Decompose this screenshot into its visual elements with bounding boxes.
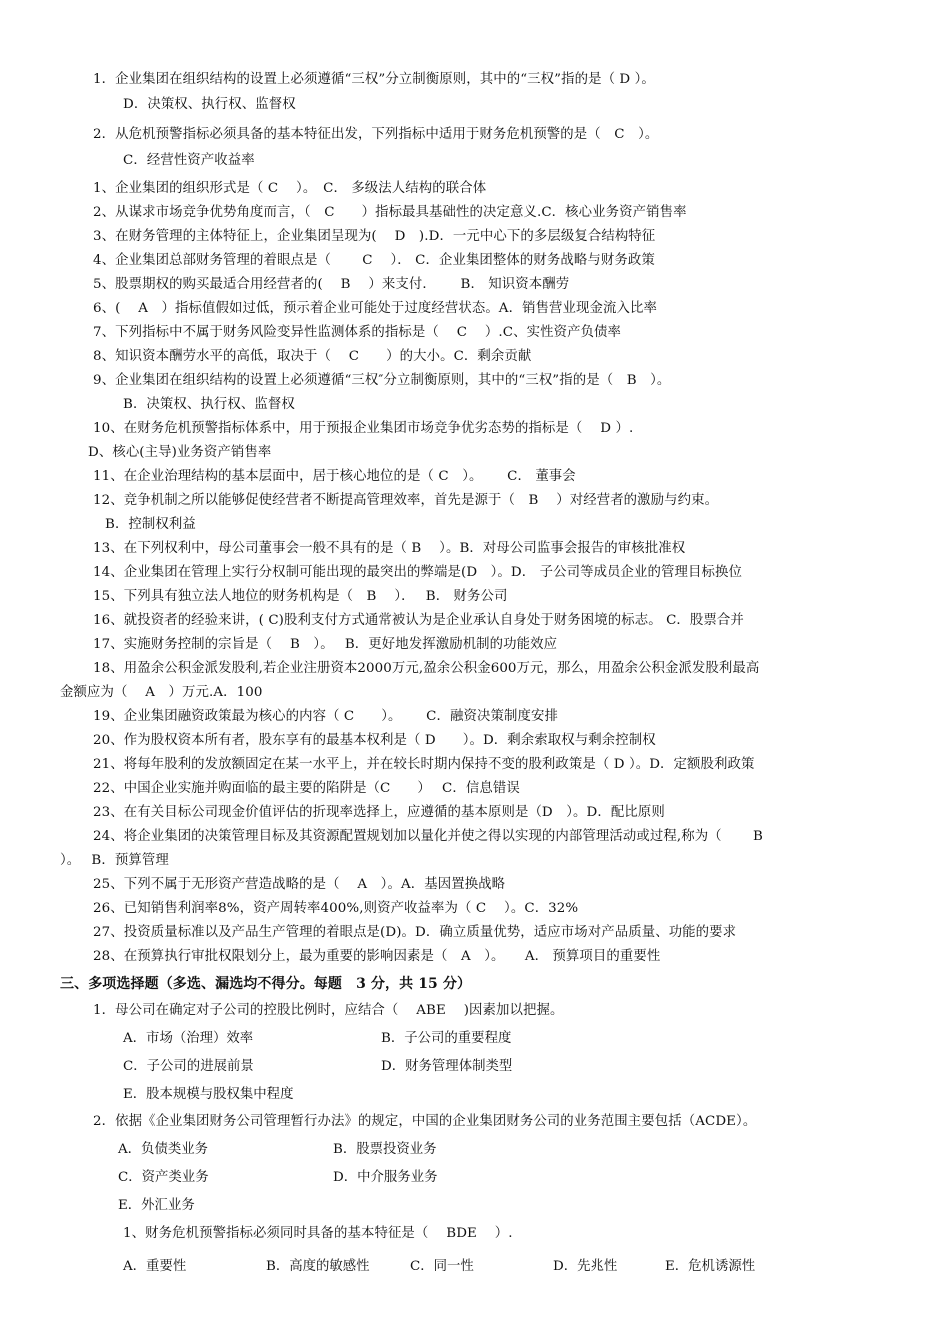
question-line: 2、从谋求市场竞争优势角度而言，（ C ）指标最具基础性的决定意义.C．核心业务资产销售率 <box>93 205 687 220</box>
option-e: E．股本规模与股权集中程度 <box>123 1087 294 1102</box>
question-line: 28、在预算执行审批权限划分上，最为重要的影响因素是（ A ）。 A． 预算项目的重要性 <box>93 949 661 964</box>
question-line: 11、在企业治理结构的基本层面中，居于核心地位的是（ C ）。 C． 董事会 <box>93 469 576 484</box>
option-d: D．中介服务业务 <box>333 1170 438 1185</box>
question-line: 3、在财务管理的主体特征上，企业集团呈现为( D ).D．一元中心下的多层级复合结构特征 <box>93 229 656 244</box>
question-line: 15、下列具有独立法人地位的财务机构是（ B ）． B． 财务公司 <box>93 589 508 604</box>
question-line: 24、将企业集团的决策管理目标及其资源配置规划加以量化并使之得以实现的内部管理活动或过程,称为（ B <box>93 829 763 844</box>
question-line-continued: 金额应为（ A ）万元.A．100 <box>60 685 263 700</box>
question-line: 26、已知销售利润率8%，资产周转率400%,则资产收益率为（ C ）。C．32% <box>93 901 579 916</box>
answer-line: D．决策权、执行权、监督权 <box>123 97 296 112</box>
question-line: 6、( A ）指标值假如过低，预示着企业可能处于过度经营状态。A．销售营业现金流入比率 <box>93 301 657 316</box>
question-line: 1、财务危机预警指标必须同时具备的基本特征是（ BDE ）. <box>123 1226 513 1241</box>
answer-line: B．决策权、执行权、监督权 <box>123 397 295 412</box>
question-line: 7、下列指标中不属于财务风险变异性监测体系的指标是（ C ）.C、实性资产负债率 <box>93 325 622 340</box>
question-line: 9、企业集团在组织结构的设置上必须遵循“三权″分立制衡原则，其中的“三权”指的是（ B ）。 <box>93 373 671 388</box>
option-b: B．子公司的重要程度 <box>381 1031 512 1046</box>
question-line: 27、投资质量标准以及产品生产管理的着眼点是(D)。D．确立质量优势，适应市场对产品质量、功能的要求 <box>93 925 737 940</box>
question-line: 8、知识资本酬劳水平的高低，取决于（ C ）的大小。C．剩余贡献 <box>93 349 532 364</box>
option-d: D．财务管理体制类型 <box>381 1059 513 1074</box>
answer-line: C．经营性资产收益率 <box>123 153 255 168</box>
question-line: 5、股票期权的购买最适合用经营者的( B ）来支付． B． 知识资本酬劳 <box>93 277 570 292</box>
question-line: 16、就投资者的经验来讲，( C)股利支付方式通常被认为是企业承认自身处于财务困境的标志。 C．股票合并 <box>93 613 744 628</box>
option-a: A．市场（治理）效率 <box>123 1031 254 1046</box>
question-line: 2．依据《企业集团财务公司管理暂行办法》的规定，中国的企业集团财务公司的业务范围主要包括（ACDE）。 <box>93 1114 757 1129</box>
question-line: 13、在下列权利中，母公司董事会一般不具有的是（ B ）。B．对母公司监事会报告的审核批准权 <box>93 541 686 556</box>
question-line: 14、企业集团在管理上实行分权制可能出现的最突出的弊端是(D ）。D． 子公司等成员企业的管理目标换位 <box>93 565 742 580</box>
answer-line: B．控制权利益 <box>105 517 196 532</box>
option-a: A．重要性 <box>123 1259 187 1274</box>
option-c: C．子公司的进展前景 <box>123 1059 254 1074</box>
option-d: D．先兆性 <box>553 1259 618 1274</box>
question-line: 10、在财务危机预警指标体系中，用于预报企业集团市场竞争优劣态势的指标是（ D ）. <box>93 421 634 436</box>
option-c: C．资产类业务 <box>118 1170 209 1185</box>
question-line: 23、在有关目标公司现金价值评估的折现率选择上，应遵循的基本原则是（D ）。D．配比原则 <box>93 805 665 820</box>
option-b: B．高度的敏感性 <box>266 1259 370 1274</box>
question-line: 22、中国企业实施并购面临的最主要的陷阱是（C ） C．信息错误 <box>93 781 520 796</box>
section-heading: 三、多项选择题（多选、漏选均不得分。每题 3 分，共 15 分） <box>60 976 472 992</box>
option-b: B．股票投资业务 <box>333 1142 437 1157</box>
question-line: 2．从危机预警指标必须具备的基本特征出发，下列指标中适用于财务危机预警的是（ C ）。 <box>93 127 659 142</box>
question-line: 25、下列不属于无形资产营造战略的是（ A ）。A．基因置换战略 <box>93 877 506 892</box>
answer-line: D、核心(主导)业务资产销售率 <box>88 445 272 460</box>
question-line: 1．企业集团在组织结构的设置上必须遵循“三权”分立制衡原则，其中的“三权”指的是（ D ）。 <box>93 72 655 87</box>
option-c: C．同一性 <box>410 1259 474 1274</box>
question-line: 12、竞争机制之所以能够促使经营者不断提高管理效率，首先是源于（ B ）对经营者的激励与约束。 <box>93 493 719 508</box>
question-line: 1．母公司在确定对子公司的控股比例时，应结合（ ABE )因素加以把握。 <box>93 1003 564 1018</box>
option-e: E．危机诱源性 <box>665 1259 756 1274</box>
question-line: 21、将每年股利的发放额固定在某一水平上，并在较长时期内保持不变的股利政策是（ D ）。D．定额股利政策 <box>93 757 755 772</box>
question-line: 18、用盈余公积金派发股利,若企业注册资本2000万元,盈余公积金600万元，那么，用盈余公积金派发股利最高 <box>93 661 760 676</box>
option-e: E．外汇业务 <box>118 1198 195 1213</box>
option-a: A．负债类业务 <box>118 1142 209 1157</box>
question-line-continued: ）。 B．预算管理 <box>60 853 169 868</box>
question-line: 20、作为股权资本所有者，股东享有的最基本权利是（ D ）。D．剩余索取权与剩余控制权 <box>93 733 656 748</box>
question-line: 4、企业集团总部财务管理的着眼点是（ C ）． C．企业集团整体的财务战略与财务政策 <box>93 253 655 268</box>
question-line: 1、企业集团的组织形式是（ C ）。 C． 多级法人结构的联合体 <box>93 181 487 196</box>
question-line: 17、实施财务控制的宗旨是（ B ）。 B．更好地发挥激励机制的功能效应 <box>93 637 558 652</box>
question-line: 19、企业集团融资政策最为核心的内容（ C ）。 C．融资决策制度安排 <box>93 709 558 724</box>
